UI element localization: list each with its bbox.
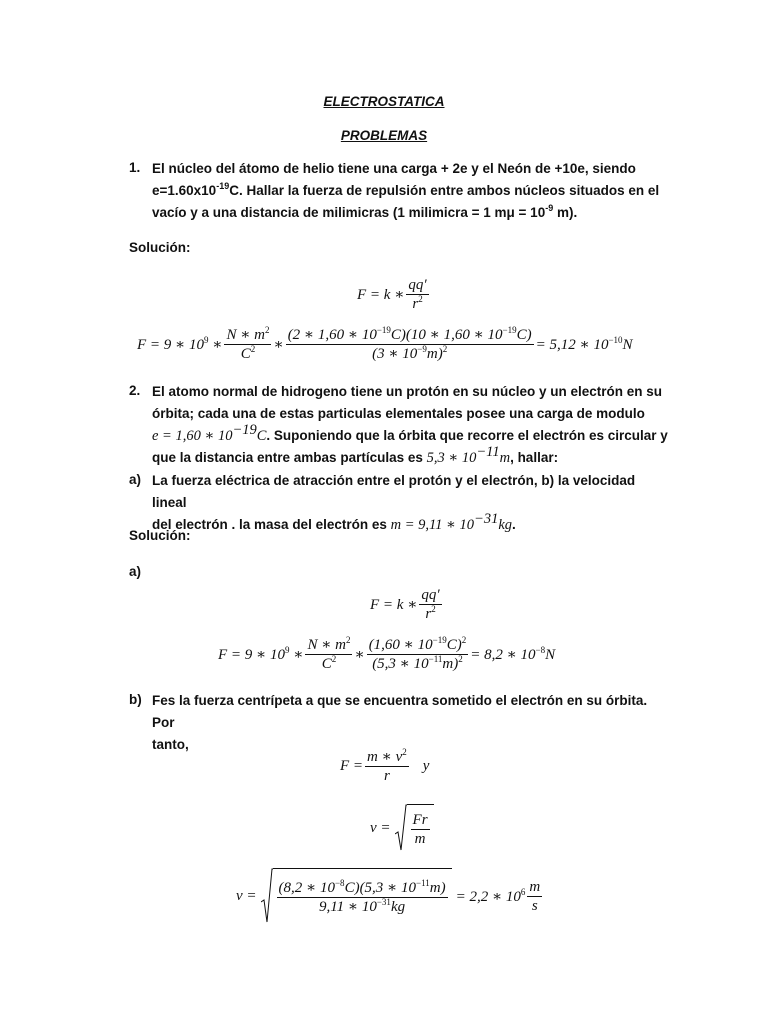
problem-2-line-2: órbita; cada una de estas particulas elementales posee una carga de modulo bbox=[152, 406, 645, 421]
solution-1-equation-coulomb: F = k ∗ $\frac{qq'}{r^2}$ bbox=[357, 277, 427, 312]
problem-2-text bbox=[152, 381, 672, 469]
solution-2-equation-velocity-formula: v = $\frac{Fr}{m}$ bbox=[370, 804, 434, 852]
solution-2-part-b-label: b) bbox=[129, 692, 142, 707]
sqrt-symbol: $\frac{(8,2 ∗ 10^{-8}C)(5,3 ∗ 10^{-11}m)}{9,11 ∗ 10^{-31}kg}$ bbox=[261, 868, 452, 924]
problem-2-item-a-line-2: del electrón . la masa del electrón es m = 9,11 ∗ $10^{-31}kg$. bbox=[152, 511, 516, 533]
sqrt-symbol: $\frac{Fr}{m}$ bbox=[395, 804, 434, 852]
problem-2-number: 2. bbox=[129, 383, 141, 398]
solution-2-equation-force-result: F = 9 ∗ $10^9$ ∗ $\frac{N ∗ m^2}{C^2}$ ∗ $\frac{(1,60 ∗ 10^{-19}C)^2}{(5,3 ∗ 10^{-11}m)^2}$ = 8,2 ∗ $10^{-8}N$ bbox=[218, 635, 556, 672]
problem-1-number: 1. bbox=[129, 160, 141, 175]
document-title: ELECTROSTATICA bbox=[323, 94, 445, 109]
solution-2-part-b-text bbox=[152, 690, 672, 756]
solution-2-part-a-label: a) bbox=[129, 564, 142, 579]
document-subtitle: PROBLEMAS bbox=[340, 128, 428, 143]
solution-1-label: Solución: bbox=[129, 240, 191, 255]
problem-1-line-1: El núcleo del átomo de helio tiene una carga + 2e y el Neón de +10e, siendo bbox=[152, 161, 636, 176]
problem-2-item-a-line-1: La fuerza eléctrica de atracción entre el protón y el electrón, b) la velocidad lineal bbox=[152, 473, 636, 510]
solution-2-equation-centripetal: F = $\frac{m ∗ v^2}{r}$ y bbox=[340, 747, 430, 784]
solution-2-part-b-line-1: Fes la fuerza centrípeta a que se encuentra sometido el electrón en su órbita. Por bbox=[152, 693, 648, 730]
problem-2-line-4: que la distancia entre ambas partículas es 5,3 ∗ $10^{-11}m$, hallar: bbox=[152, 444, 559, 466]
solution-1-equation-result: F = 9 ∗ $10^9$ ∗ $\frac{N ∗ m^2}{C^2}$ ∗ $\frac{(2 ∗ 1,60 ∗ 10^{-19}C)(10 ∗ 1,60 ∗ 10^{-19}C)}{(3 ∗ 10^{-9}m)^2}$ = 5,12 ∗ $10^{-10}N$ bbox=[137, 325, 633, 362]
problem-2-line-3: e = 1,60 ∗ $10^{-19}C$. Suponiendo que la órbita que recorre el electrón es circular y bbox=[152, 422, 668, 444]
solution-2-label: Solución: bbox=[129, 528, 191, 543]
problem-2-item-a-label: a) bbox=[129, 472, 142, 487]
solution-2-equation-coulomb: F = k ∗ $\frac{qq'}{r^2}$ bbox=[370, 587, 440, 622]
problem-2-item-a-text bbox=[152, 470, 672, 536]
problem-2-line-1: El atomo normal de hidrogeno tiene un protón en su núcleo y un electrón en su bbox=[152, 384, 663, 399]
solution-2-part-b-line-2: tanto, bbox=[152, 737, 189, 752]
problem-1-text bbox=[152, 158, 672, 224]
problem-1-line-2: $e=1.60x10^{-19}C$. Hallar la fuerza de repulsión entre ambos núcleos situados en el bbox=[152, 181, 660, 198]
problem-1-line-3: vacío y a una distancia de milimicras (1 milimicra = 1 $m\mu = 10^{-9}$ m). bbox=[152, 203, 578, 220]
solution-2-equation-velocity-result: v = $\frac{(8,2 ∗ 10^{-8}C)(5,3 ∗ 10^{-11}m)}{9,11 ∗ 10^{-31}kg}$ = 2,2 ∗ $10^6$ $\frac{m}{s}$ bbox=[236, 868, 544, 924]
